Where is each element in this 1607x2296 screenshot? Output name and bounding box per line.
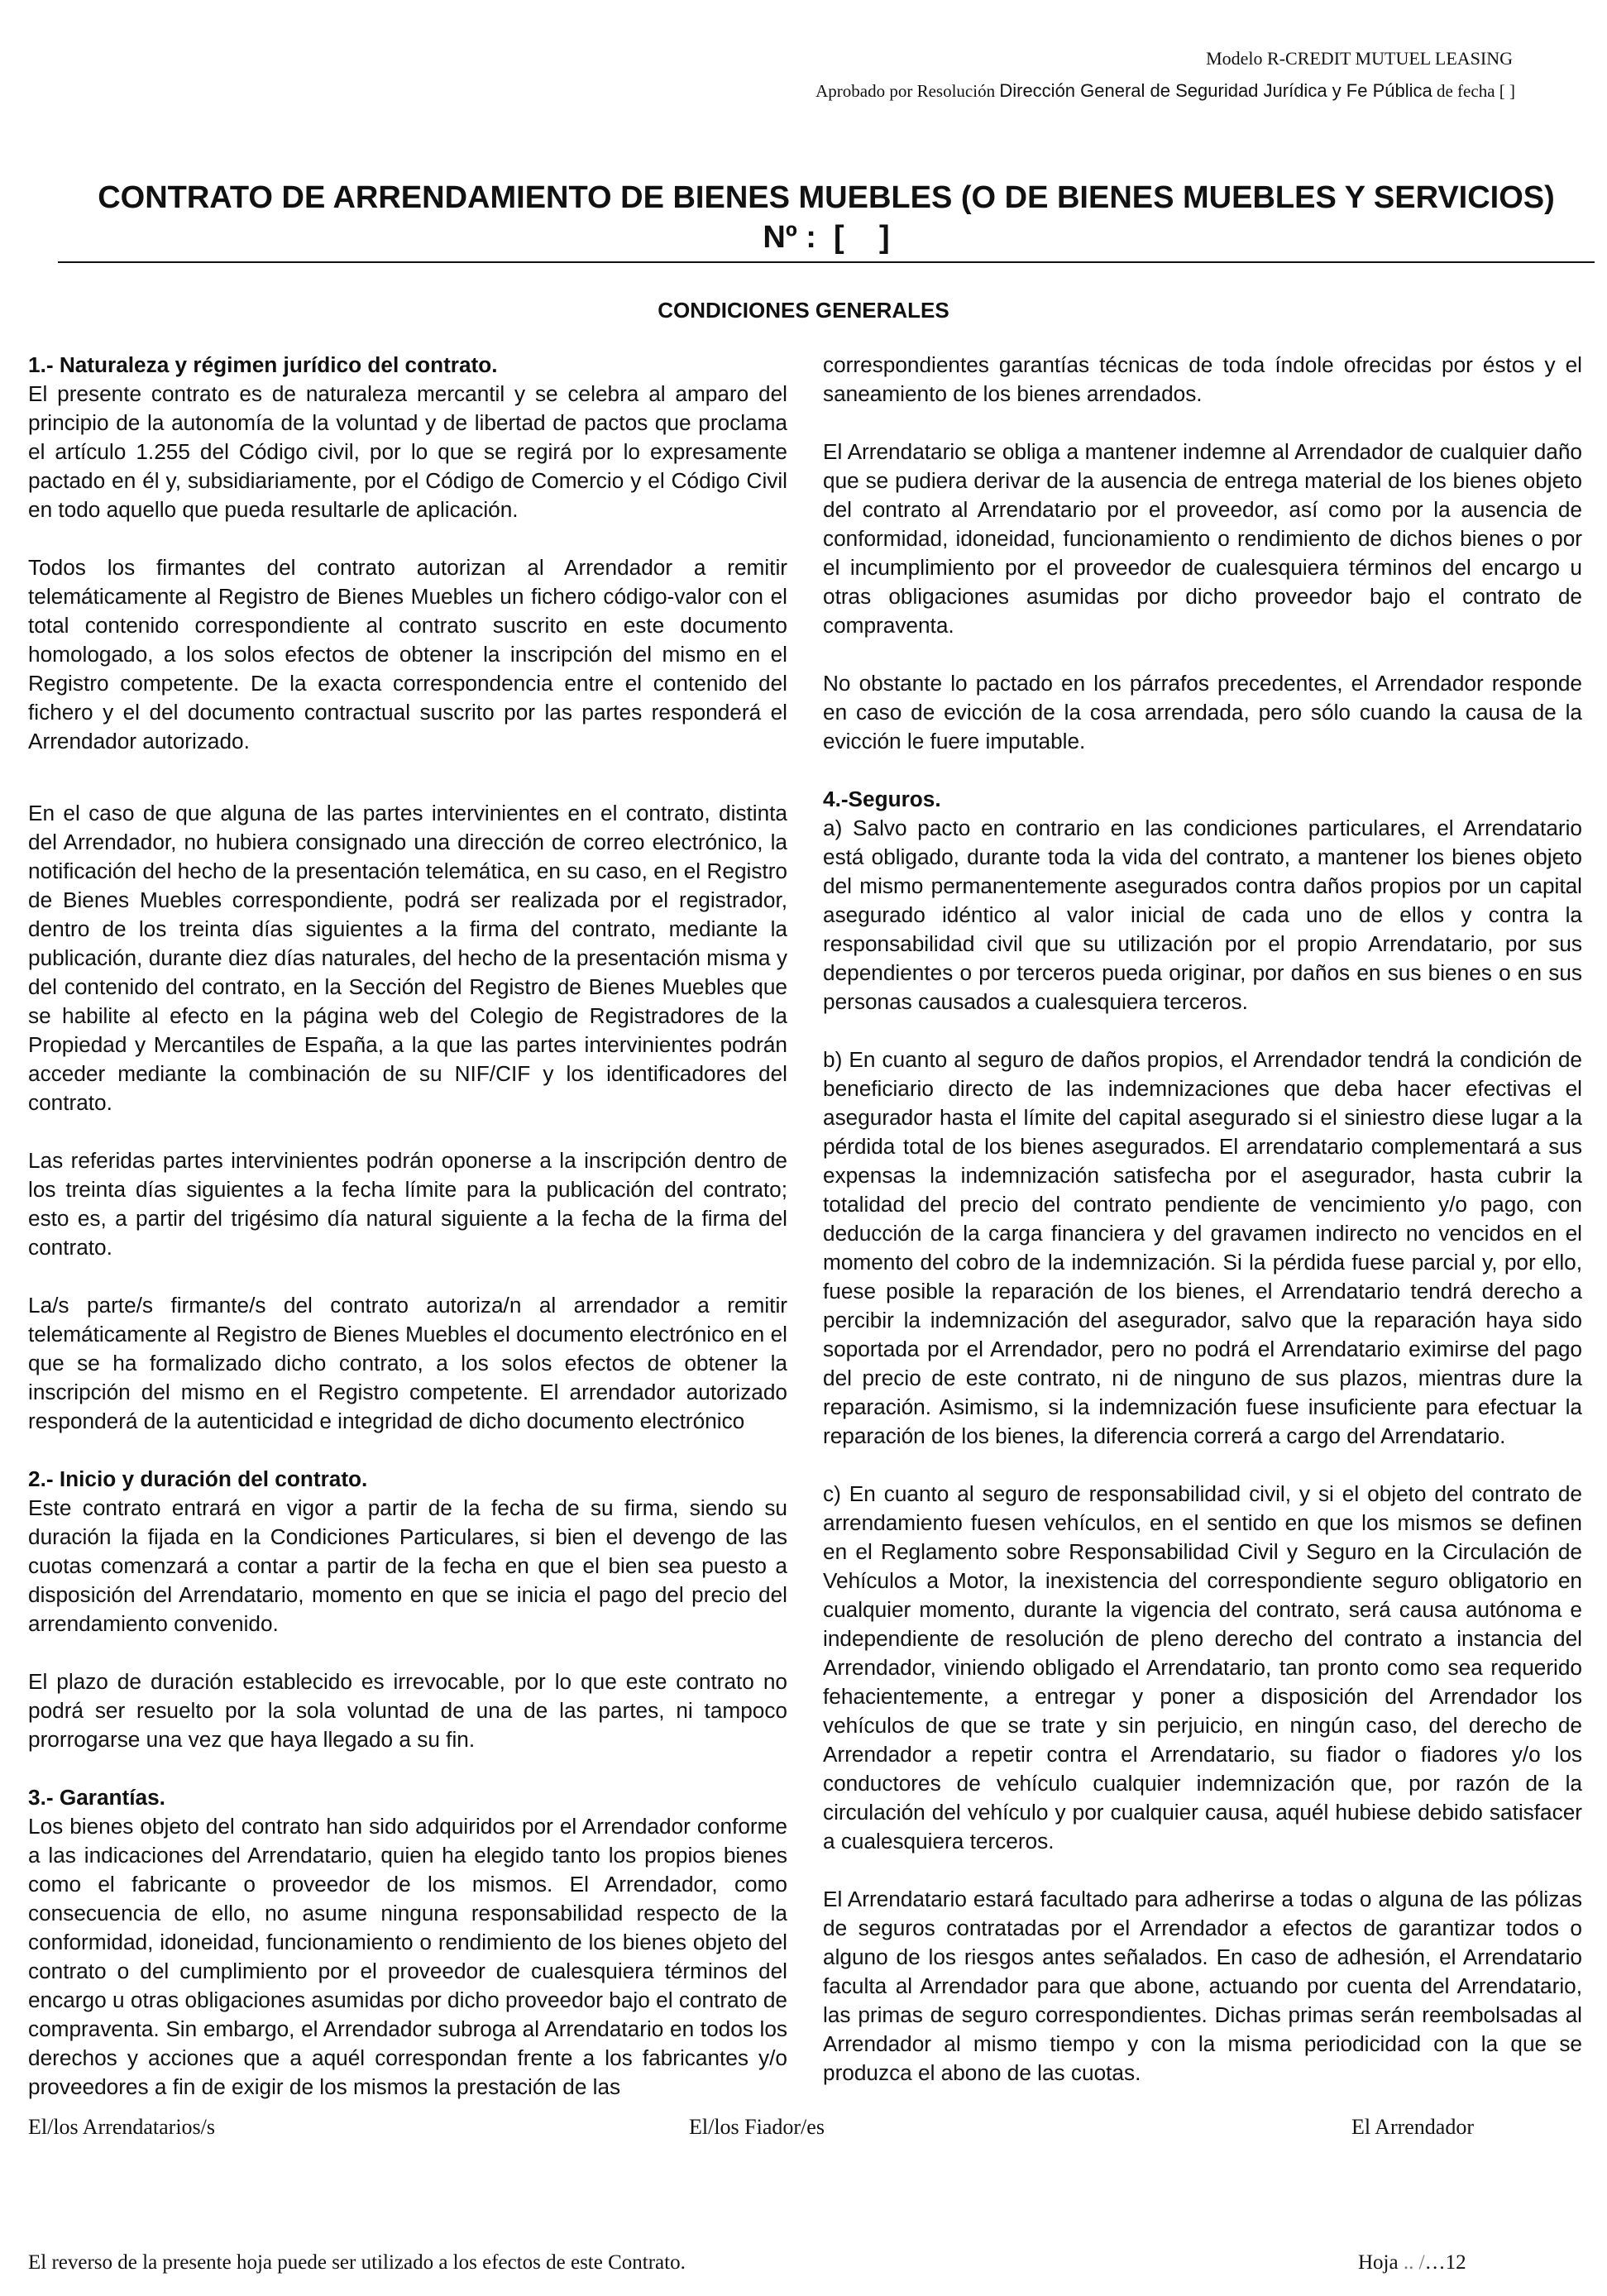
footer-note: El reverso de la presente hoja puede ser utilizado a los efectos de este Contrato.	[28, 2251, 686, 2274]
title-line-1: CONTRATO DE ARRENDAMIENTO DE BIENES MUEBLES (O DE BIENES MUEBLES Y SERVICIOS)	[98, 180, 1555, 215]
section-4-paragraph-c: c) En cuanto al seguro de responsabilidad civil, y si el objeto del contrato de arrendamiento fuesen vehículos, en el sentido en que los mismos se definen en el Reglamento sobre Responsabilidad Civil y Seguro en la Circulación de Vehículos a Motor, la inexistencia del correspondiente seguro obligatorio en cualquier momento, durante la vigencia del contrato, será causa autónoma e independiente de resolución de pleno derecho del contrato a instancia del Arrendador, viniendo obligado el Arrendatario, tan pronto como sea requerido fehacientemente, a entregar y poner a disposición del Arrendador los vehículos de que se trate y sin perjuicio, en ningún caso, del derecho de Arrendador a repetir contra el Arrendatario, su fiador o fiadores y/o los conductores de vehículo cualquier indemnización que, por razón de la circulación del vehículo y por cualquier causa, aquél hubiese debido satisfacer a cualesquiera terceros.	[823, 1481, 1582, 1854]
section-1-paragraph-2: Todos los firmantes del contrato autorizan al Arrendador a remitir telemáticamente al Registro de Bienes Muebles un fichero código-valor con el total contenido correspondiente al contrato suscrito en este documento homologado, a los solos efectos de obtener la inscripción del mismo en el Registro competente. De la exacta correspondencia entre el contenido del fichero y el del documento contractual suscrito por las partes responderá el Arrendador autorizado.	[28, 555, 787, 753]
left-column	[28, 351, 787, 2102]
approval-line	[815, 80, 1515, 102]
page-number	[1358, 2251, 1466, 2274]
right-column	[823, 351, 1582, 2088]
document-title	[58, 178, 1595, 257]
section-2-heading: 2.- Inicio y duración del contrato.	[28, 1466, 368, 1491]
section-3-paragraph-1-continued: correspondientes garantías técnicas de toda índole ofrecidas por éstos y el saneamiento de los bienes arrendados.	[823, 352, 1582, 406]
page-prefix: Hoja	[1358, 2251, 1399, 2274]
section-1-paragraph-3: En el caso de que alguna de las partes intervinientes en el contrato, distinta del Arrendador, no hubiera consignado una dirección de correo electrónico, la notificación del hecho de la presentación telemática, en su caso, en el Registro de Bienes Muebles correspondiente, podrá ser realizada por el registrador, dentro de los treinta días siguientes a la firma del contrato, mediante la publicación, durante diez días naturales, del hecho de la presentación misma y del contenido del contrato, en la Sección del Registro de Bienes Muebles que se habilite al efecto en la página web del Colegio de Registradores de la Propiedad y Mercantiles de España, a la que las partes intervinientes podrán acceder mediante la combinación de su NIF/CIF y los identificadores del contrato.	[28, 801, 787, 1115]
section-1-paragraph-4: Las referidas partes intervinientes podrán oponerse a la inscripción dentro de los treinta días siguientes a la fecha límite para la publicación del contrato; esto es, a partir del trigésimo día natural siguiente a la fecha de la firma del contrato.	[28, 1148, 787, 1260]
section-3-paragraph-2: El Arrendatario se obliga a mantener indemne al Arrendador de cualquier daño que se pudiera derivar de la ausencia de entrega material de los bienes objeto del contrato al Arrendatario por el proveedor, así como por la ausencia de conformidad, idoneidad, funcionamiento o rendimiento de dichos bienes o por el incumplimiento por el proveedor de cualesquiera términos del encargo u otras obligaciones asumidas por dicho proveedor bajo el contrato de compraventa.	[823, 439, 1582, 638]
signature-guarantors: El/los Fiador/es	[689, 2115, 825, 2139]
approval-date: de fecha [ ]	[1436, 81, 1515, 101]
section-4-paragraph-a: a) Salvo pacto en contrario en las condiciones particulares, el Arrendatario está obligado, durante toda la vida del contrato, a mantener los bienes objeto del mismo permanentemente asegurados contra daños propios por un capital asegurado idéntico al valor inicial de cada uno de ellos y contra la responsabilidad civil que su utilización por el propio Arrendatario, por sus dependientes o por terceros pueda originar, por daños en sus bienes o en sus personas causados a cualesquiera terceros.	[823, 816, 1582, 1014]
section-3-paragraph-1: Los bienes objeto del contrato han sido adquiridos por el Arrendador conforme a las indicaciones del Arrendatario, quien ha elegido tanto los propios bienes como el fabricante o proveedor de los mismos. El Arrendador, como consecuencia de ello, no asume ninguna responsabilidad respecto de la conformidad, idoneidad, funcionamiento o rendimiento de los bienes objeto del contrato o del cumplimiento por el proveedor de cualesquiera términos del encargo u otras obligaciones asumidas por dicho proveedor bajo el contrato de compraventa. Sin embargo, el Arrendador subroga al Arrendatario en todos los derechos y acciones que a aquél correspondan frente a los fabricantes y/o proveedores a fin de exigir de los mismos la prestación de las	[28, 1814, 787, 2099]
page-total: …12	[1424, 2251, 1466, 2274]
model-reference: Modelo R-CREDIT MUTUEL LEASING	[1206, 48, 1513, 69]
section-4-paragraph-d: El Arrendatario estará facultado para adherirse a todas o alguna de las pólizas de seguros contratadas por el Arrendador a efectos de garantizar todos o alguno de los riesgos antes señalados. En caso de adhesión, el Arrendatario faculta al Arrendador para que abone, actuando por cuenta del Arrendatario, las primas de seguro correspondientes. Dichas primas serán reembolsadas al Arrendador al mismo tiempo y con la misma periodicidad con la que se produzca el abono de las cuotas.	[823, 1887, 1582, 2085]
section-2-paragraph-2: El plazo de duración establecido es irrevocable, por lo que este contrato no podrá ser resuelto por la sola voluntad de una de las partes, ni tampoco prorrogarse una vez que haya llegado a su fin.	[28, 1669, 787, 1752]
section-3-heading: 3.- Garantías.	[28, 1785, 165, 1810]
approval-prefix: Aprobado por Resolución	[815, 81, 996, 101]
section-title: CONDICIONES GENERALES	[658, 298, 949, 323]
section-4-heading: 4.-Seguros.	[823, 787, 941, 811]
signature-lessees: El/los Arrendatarios/s	[28, 2115, 216, 2139]
section-1-paragraph-5: La/s parte/s firmante/s del contrato autoriza/n al arrendador a remitir telemáticamente al Registro de Bienes Muebles el documento electrónico en el que se ha formalizado dicho contrato, a los solos efectos de obtener la inscripción del mismo en el Registro competente. El arrendador autorizado responderá de la autenticidad e integridad de dicho documento electrónico	[28, 1293, 787, 1433]
contract-number: Nº : [ ]	[763, 220, 890, 255]
title-divider	[58, 261, 1595, 263]
section-1-heading: 1.- Naturaleza y régimen jurídico del contrato.	[28, 352, 498, 377]
section-4-paragraph-b: b) En cuanto al seguro de daños propios, el Arrendador tendrá la condición de beneficiario directo de las indemnizaciones que deba hacer efectivas el asegurador hasta el límite del capital asegurado si el siniestro diese lugar a la pérdida total de los bienes asegurados. El arrendatario complementará a sus expensas la indemnización satisfecha por el asegurador, hasta cubrir la totalidad del precio del contrato pendiente de vencimiento y/o pago, con deducción de la carga financiera y del gravamen indirecto no vencidos en el momento del cobro de la indemnización. Si la pérdida fuese parcial y, por ello, fuese posible la reparación de los bienes, el Arrendatario tendrá derecho a percibir la indemnización del asegurador, salvo que la reparación haya sido soportada por el Arrendador, pero no podrá el Arrendatario eximirse del pago del precio de este contrato, ni de ninguno de sus plazos, mientras dure la reparación. Asimismo, si la indemnización fuese insuficiente para efectuar la reparación de los bienes, la diferencia correrá a cargo del Arrendatario.	[823, 1047, 1582, 1448]
approval-authority: Dirección General de Seguridad Jurídica y Fe Pública	[999, 80, 1432, 101]
section-2-paragraph-1: Este contrato entrará en vigor a partir de la fecha de su firma, siendo su duración la fijada en la Condiciones Particulares, si bien el devengo de las cuotas comenzará a contar a partir de la fecha en que el bien sea puesto a disposición del Arrendatario, momento en que se inicia el pago del precio del arrendamiento convenido.	[28, 1495, 787, 1636]
section-1-paragraph-1: El presente contrato es de naturaleza mercantil y se celebra al amparo del principio de la autonomía de la voluntad y de libertad de pactos que proclama el artículo 1.255 del Código civil, por lo que se regirá por lo expresamente pactado en él y, subsidiariamente, por el Código de Comercio y el Código Civil en todo aquello que pueda resultarle de aplicación.	[28, 381, 787, 522]
page-current: .. /	[1398, 2251, 1425, 2274]
section-3-paragraph-3: No obstante lo pactado en los párrafos precedentes, el Arrendador responde en caso de evicción de la cosa arrendada, pero sólo cuando la causa de la evicción le fuere imputable.	[823, 671, 1582, 753]
signature-lessor: El Arrendador	[1351, 2115, 1475, 2139]
